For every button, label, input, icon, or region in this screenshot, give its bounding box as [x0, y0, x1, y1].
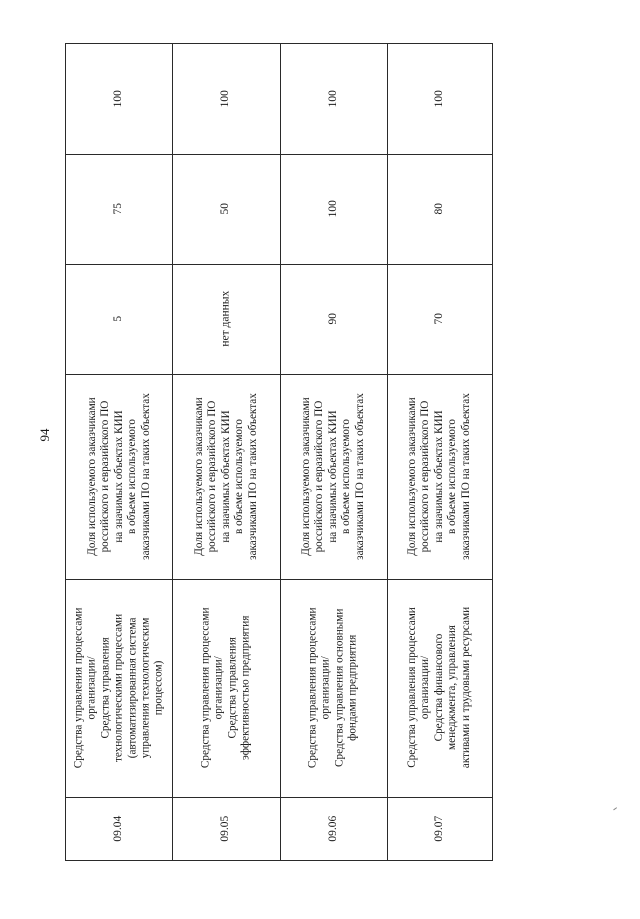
table-row [387, 44, 492, 860]
cell-line: заказчиками ПО на таких объектах [353, 393, 366, 560]
code-cell [66, 797, 172, 860]
cell-line: Средства управления процессами [306, 607, 319, 769]
interim-value-cell [172, 154, 280, 264]
name-cell [280, 579, 387, 797]
cell-text [307, 608, 361, 769]
cell-line: Средства финансового [432, 634, 445, 742]
cell-line: российского и евразийского ПО [419, 400, 432, 553]
cell-value: 09.04 [112, 815, 125, 842]
cell-value: 100 [219, 90, 232, 108]
cell-text [219, 90, 232, 107]
cell-line: организации/ [320, 656, 333, 720]
base-value-cell [280, 264, 387, 374]
cell-text [433, 816, 446, 842]
interim-value-cell [66, 154, 172, 264]
cell-text [433, 203, 446, 215]
cell-value: 75 [112, 203, 125, 215]
cell-value: 5 [112, 316, 125, 322]
cell-value: нет данных [219, 291, 232, 347]
cell-value: 09.05 [219, 815, 232, 842]
cell-value: 100 [326, 90, 339, 108]
cell-line: фондами предприятия [346, 634, 359, 742]
page-number-text: 94 [37, 428, 52, 442]
cell-text [112, 316, 125, 322]
cell-text [112, 90, 125, 107]
cell-text [433, 313, 446, 325]
name-cell [172, 579, 280, 797]
cell-text [219, 816, 232, 842]
cell-line: организации/ [212, 656, 225, 720]
cell-line: Доля используемого заказчиками [85, 397, 98, 556]
cell-line: Средства управления процессами [199, 607, 212, 769]
cell-line: заказчиками ПО на таких объектах [246, 393, 259, 560]
code-cell [172, 797, 280, 860]
code-cell [387, 797, 492, 860]
cell-text [192, 393, 259, 560]
cell-text [112, 816, 125, 842]
cell-text [327, 90, 340, 107]
cell-text [300, 393, 367, 560]
cell-value: 80 [432, 203, 445, 215]
scan-artifact [613, 807, 619, 813]
cell-line: Доля используемого заказчиками [299, 397, 312, 556]
cell-value: 90 [326, 313, 339, 325]
page-number [30, 420, 60, 450]
cell-text [112, 203, 125, 215]
cell-text [85, 393, 152, 560]
cell-value: 100 [112, 90, 125, 108]
cell-line: на значимых объектах КИИ [112, 410, 125, 543]
indicator-cell [172, 374, 280, 579]
target-value-cell [387, 44, 492, 154]
cell-text [219, 291, 232, 347]
cell-text [327, 313, 340, 325]
cell-line: на значимых объектах КИИ [326, 410, 339, 543]
target-value-cell [66, 44, 172, 154]
cell-value: 100 [326, 200, 339, 218]
cell-line: заказчиками ПО на таких объектах [139, 393, 152, 560]
cell-line: в объеме используемого [232, 419, 245, 534]
cell-line: Доля используемого заказчиками [192, 397, 205, 556]
table-row [66, 44, 172, 860]
cell-line: (автоматизированная система [125, 617, 138, 759]
cell-line: заказчиками ПО на таких объектах [459, 393, 472, 560]
cell-line: в объеме используемого [125, 419, 138, 534]
base-value-cell [66, 264, 172, 374]
cell-line: эффективностью предприятия [239, 615, 252, 761]
cell-text [199, 608, 253, 769]
cell-line: в объеме используемого [446, 419, 459, 534]
cell-text [219, 203, 232, 215]
cell-text [406, 607, 473, 768]
code-cell [280, 797, 387, 860]
cell-value: 100 [432, 90, 445, 108]
cell-line: российского и евразийского ПО [313, 400, 326, 553]
base-value-cell [387, 264, 492, 374]
cell-value: 09.06 [326, 815, 339, 842]
name-cell [66, 579, 172, 797]
data-table [65, 43, 493, 861]
cell-line: на значимых объектах КИИ [219, 410, 232, 543]
target-value-cell [280, 44, 387, 154]
cell-value: 70 [432, 313, 445, 325]
cell-line: активами и трудовыми ресурсами [459, 607, 472, 769]
indicator-cell [387, 374, 492, 579]
cell-line: российского и евразийского ПО [205, 400, 218, 553]
cell-text [72, 608, 166, 769]
cell-line: в объеме используемого [340, 419, 353, 534]
cell-line: менеджмента, управления [446, 625, 459, 751]
target-value-cell [172, 44, 280, 154]
cell-text [433, 90, 446, 107]
interim-value-cell [280, 154, 387, 264]
cell-line: Средства управления процессами [72, 607, 85, 769]
cell-line: управления технологическим [139, 617, 152, 759]
table-row [280, 44, 387, 860]
name-cell [387, 579, 492, 797]
interim-value-cell [387, 154, 492, 264]
table-row [172, 44, 280, 860]
cell-line: процессом) [152, 660, 165, 716]
cell-value: 09.07 [432, 815, 445, 842]
cell-line: Доля используемого заказчиками [405, 397, 418, 556]
base-value-cell [172, 264, 280, 374]
indicator-cell [280, 374, 387, 579]
cell-value: 50 [219, 203, 232, 215]
cell-line: российского и евразийского ПО [98, 400, 111, 553]
cell-text [327, 816, 340, 842]
cell-text [406, 393, 473, 560]
indicator-cell [66, 374, 172, 579]
cell-text [327, 200, 340, 217]
cell-line: организации/ [85, 656, 98, 720]
cell-line: организации/ [419, 656, 432, 720]
cell-line: Средства управления [98, 637, 111, 739]
cell-line: на значимых объектах КИИ [432, 410, 445, 543]
cell-line: технологическими процессами [112, 613, 125, 763]
cell-line: Средства управления [226, 637, 239, 739]
cell-line: Средства управления процессами [405, 607, 418, 769]
cell-line: Средства управления основными [333, 608, 346, 768]
